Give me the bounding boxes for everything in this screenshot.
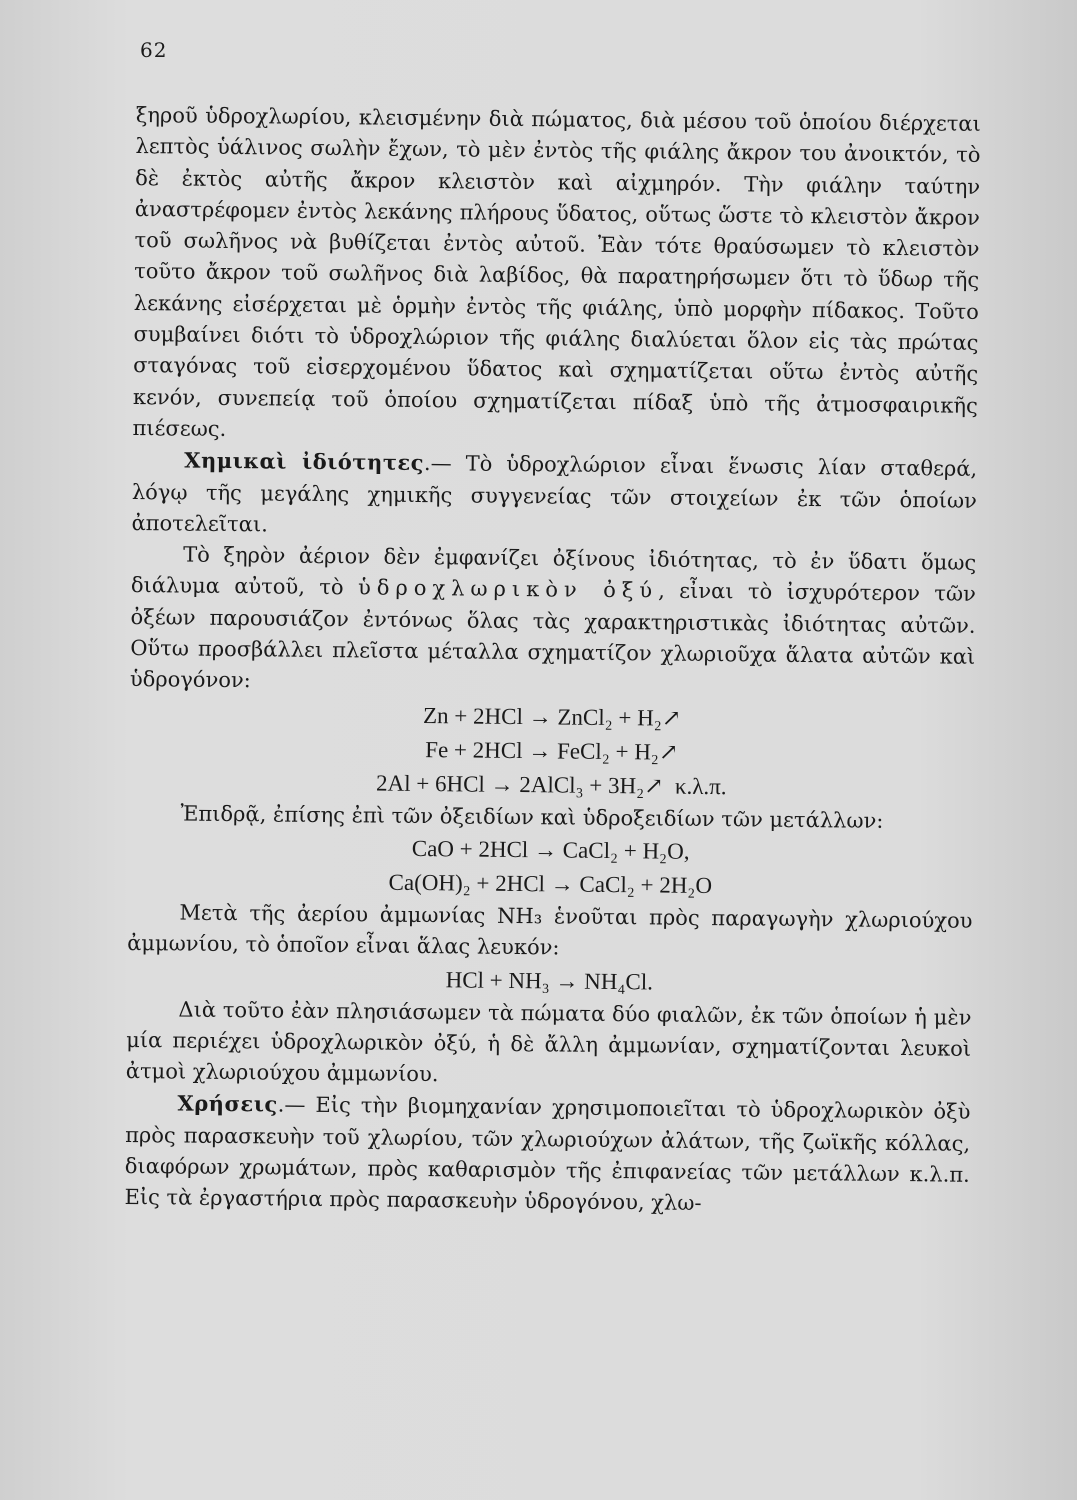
term-hydrochloric-acid: ὑδροχλωρικὸν ὀξύ xyxy=(357,575,659,603)
heading-uses: Χρήσεις xyxy=(177,1090,278,1117)
equation-ammonium-chloride: HCl + NH₃ → NH₄Cl. xyxy=(445,966,654,994)
paragraph-white-fumes: Διὰ τοῦτο ἐὰν πλησιάσωμεν τὰ πώματα δύο φιαλῶν, ἐκ τῶν ὁποίων ἡ μὲν μία περιέχει ὑδροχλωρικὸν ὀξύ, ἡ δὲ ἄλλη ἀμμωνίαν, σχηματίζονται λευκοὶ ἀτμοὶ χλωριούχου ἀμμωνίου. xyxy=(125,997,972,1087)
paragraph-chemical-properties-text: .— Τὸ ὑδροχλώριον εἶναι ἕνωσις λίαν σταθερά, λόγῳ τῆς μεγάλης χημικῆς συγγενείας τῶν στοιχείων ἐκ τῶν ὁποίων ἀποτελεῖται. xyxy=(131,451,978,537)
equation-calcium-oxide: CaO + 2HCl → CaCl₂ + H₂O, xyxy=(411,835,690,864)
paragraph-chemical-properties xyxy=(131,444,977,548)
paragraph-acid-start: Τὸ ξηρὸν ἀέριον δὲν ἐμφανίζει ὀξίνους ἰδιότητας, τὸ ἐν ὕδατι ὅμως διάλυμα αὐτοῦ, τὸ xyxy=(130,542,977,600)
body-text xyxy=(124,100,981,1222)
paragraph-ammonia: Μετὰ τῆς ἀερίου ἀμμωνίας NH₃ ἑνοῦται πρὸς παραγωγὴν χλωριούχου ἀμμωνίου, τὸ ὁποῖον εἶναι ἅλας λευκόν: xyxy=(127,900,973,960)
paragraph-oxides: Ἐπιδρᾷ, ἐπίσης ἐπὶ τῶν ὀξειδίων καὶ ὑδροξειδίων τῶν μετάλλων: xyxy=(180,801,884,833)
equation-calcium-hydroxide: Ca(OH)₂ + 2HCl → CaCl₂ + 2H₂O xyxy=(388,869,713,899)
paragraph-intro: ξηροῦ ὑδροχλωρίου, κλεισμένην διὰ πώματος, διὰ μέσου τοῦ ὁποίου διέρχεται λεπτὸς ὑάλινος σωλὴν ἔχων, τὸ μὲν ἐντὸς τῆς φιάλης ἄκρον του ἀνοικτόν, τὸ δὲ ἐκτὸς αὐτῆς ἄκρον κλειστὸν καὶ αἰχμηρόν. Τὴν φιάλην ταύτην ἀναστρέφομεν ἐντὸς λεκάνης πλήρους ὕδατος, οὕτως ὥστε τὸ κλειστὸν ἄκρον τοῦ σωλῆνος νὰ βυθίζεται ἐντὸς αὐτοῦ. Ἐὰν τότε θραύσωμεν τὸ κλειστὸν τοῦτο ἄκρον τοῦ σωλῆνος διὰ λαβίδος, θὰ παρατηρήσωμεν ὅτι τὸ ὕδωρ τῆς λεκάνης εἰσέρχεται μὲ ὁρμὴν ἐντὸς τῆς φιάλης, ὑπὸ μορφὴν πίδακος. Τοῦτο συμβαίνει διότι τὸ ὑδροχλώριον τῆς φιάλης διαλύεται ὅλον εἰς τὰς πρώτας σταγόνας τοῦ εἰσερχομένου ὕδατος καὶ σχηματίζεται οὕτω ἐντὸς αὐτῆς κενόν, συνεπείᾳ τοῦ ὁποίου σχηματίζεται πίδαξ ὑπὸ τῆς ἀτμοσφαιρικῆς πιέσεως. xyxy=(132,102,981,441)
page-number: 62 xyxy=(140,38,168,62)
equation-aluminium: 2Al + 6HCl → 2AlCl₃ + 3H₂↗ κ.λ.π. xyxy=(375,770,727,799)
paragraph-acid-end: , εἶναι τὸ ἰσχυρότερον τῶν ὀξέων παρουσιάζον ἐντόνως ὅλας τὰς χαρακτηριστικὰς ἰδιότητας αὐτῶν. Οὕτω προσβάλλει πλεῖστα μέταλλα σχηματίζον χλωριοῦχα ἅλατα αὐτῶν καὶ ὑδρογόνον: xyxy=(129,578,976,693)
paragraph-uses-text: .— Εἰς τὴν βιομηχανίαν χρησιμοποιεῖται τὸ ὑδροχλωρικὸν ὀξὺ πρὸς παρασκευὴν τοῦ χλωρίου, τῶν χλωριούχων ἀλάτων, τῆς ζωϊκῆς κόλλας, διαφόρων χρωμάτων, πρὸς καθαρισμὸν τῆς ἐπιφανείας τῶν μετάλλων κ.λ.π. Εἰς τὰ ἐργαστήρια πρὸς παρασκευὴν ὑδρογόνου, χλω- xyxy=(124,1092,971,1216)
paragraph-uses xyxy=(124,1087,970,1222)
paragraph-acid xyxy=(130,539,977,704)
equation-iron: Fe + 2HCl → FeCl₂ + H₂↗ xyxy=(425,736,679,765)
equation-zinc: Zn + 2HCl → ZnCl₂ + H₂↗ xyxy=(422,702,682,731)
heading-chemical-properties: Χημικαὶ ἰδιότητες xyxy=(184,447,425,476)
